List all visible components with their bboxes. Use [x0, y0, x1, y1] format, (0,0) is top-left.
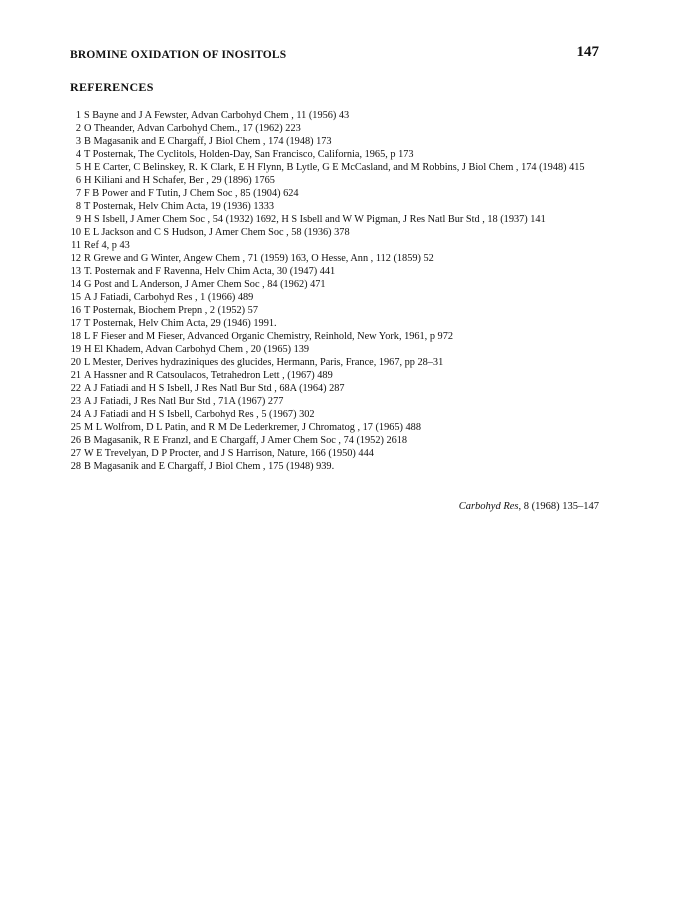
- reference-number: 20: [70, 357, 81, 368]
- reference-item: [70, 395, 610, 408]
- reference-number: 1: [75, 110, 81, 121]
- reference-number: 7: [75, 188, 81, 199]
- reference-item: [70, 343, 610, 356]
- reference-item: [70, 187, 610, 200]
- reference-text: T Posternak, Helv Chim Acta, 19 (1936) 1333: [84, 201, 274, 212]
- reference-item: [70, 148, 610, 161]
- reference-number: 22: [70, 383, 81, 394]
- reference-number: 2: [75, 123, 81, 134]
- reference-text: T Posternak, Helv Chim Acta, 29 (1946) 1991.: [84, 318, 277, 329]
- reference-item: [70, 408, 610, 421]
- reference-text: H S Isbell, J Amer Chem Soc , 54 (1932) 1692, H S Isbell and W W Pigman, J Res Natl Bur Std , 18 (1937) 141: [84, 214, 546, 225]
- reference-item: [70, 161, 610, 174]
- reference-number: 28: [70, 461, 81, 472]
- reference-item: [70, 252, 610, 265]
- source-citation: [459, 501, 599, 512]
- reference-text: R Grewe and G Winter, Angew Chem , 71 (1959) 163, O Hesse, Ann , 112 (1859) 52: [84, 253, 434, 264]
- reference-item: [70, 200, 610, 213]
- running-head-title: BROMINE OXIDATION OF INOSITOLS: [70, 49, 287, 61]
- reference-text: B Magasanik and E Chargaff, J Biol Chem , 175 (1948) 939.: [84, 461, 335, 472]
- reference-item: [70, 291, 610, 304]
- reference-text: H Kiliani and H Schafer, Ber , 29 (1896) 1765: [84, 175, 275, 186]
- reference-text: L Mester, Derives hydraziniques des glucides, Hermann, Paris, France, 1967, pp 28–31: [84, 357, 444, 368]
- reference-item: [70, 239, 610, 252]
- reference-text: Ref 4, p 43: [84, 240, 130, 251]
- reference-text: L F Fieser and M Fieser, Advanced Organic Chemistry, Reinhold, New York, 1961, p 972: [84, 331, 453, 342]
- reference-number: 8: [75, 201, 81, 212]
- reference-item: [70, 330, 610, 343]
- reference-item: [70, 226, 610, 239]
- reference-number: 4: [75, 149, 81, 160]
- reference-number: 6: [75, 175, 81, 186]
- reference-number: 27: [70, 448, 81, 459]
- reference-text: G Post and L Anderson, J Amer Chem Soc , 84 (1962) 471: [84, 279, 326, 290]
- reference-item: [70, 213, 610, 226]
- reference-number: 11: [71, 240, 81, 251]
- source-volume-pages: , 8 (1968) 135–147: [518, 501, 599, 512]
- page-number: 147: [576, 44, 599, 60]
- reference-item: [70, 122, 610, 135]
- reference-item: [70, 265, 610, 278]
- reference-number: 26: [70, 435, 81, 446]
- reference-item: [70, 135, 610, 148]
- reference-text: E L Jackson and C S Hudson, J Amer Chem Soc , 58 (1936) 378: [84, 227, 350, 238]
- reference-item: [70, 421, 610, 434]
- reference-text: B Magasanik and E Chargaff, J Biol Chem , 174 (1948) 173: [84, 136, 332, 147]
- reference-number: 14: [70, 279, 81, 290]
- reference-item: [70, 304, 610, 317]
- reference-text: A J Fatiadi, Carbohyd Res , 1 (1966) 489: [84, 292, 254, 303]
- reference-text: O Theander, Advan Carbohyd Chem., 17 (1962) 223: [84, 123, 301, 134]
- reference-text: H El Khadem, Advan Carbohyd Chem , 20 (1965) 139: [84, 344, 310, 355]
- source-journal: Carbohyd Res: [458, 501, 519, 512]
- reference-item: [70, 447, 610, 460]
- reference-item: [70, 109, 610, 122]
- reference-text: T Posternak, Biochem Prepn , 2 (1952) 57: [84, 305, 258, 316]
- reference-item: [70, 356, 610, 369]
- reference-number: 13: [70, 266, 81, 277]
- reference-number: 9: [75, 214, 81, 225]
- reference-number: 15: [70, 292, 81, 303]
- reference-list: [70, 109, 610, 473]
- reference-text: B Magasanik, R E Franzl, and E Chargaff, J Amer Chem Soc , 74 (1952) 2618: [84, 435, 408, 446]
- reference-text: H E Carter, C Belinskey, R. K Clark, E H Flynn, B Lytle, G E McCasland, and M Robbins, J Biol Chem , 174 (1948) 415: [84, 162, 585, 173]
- reference-item: [70, 369, 610, 382]
- reference-number: 24: [70, 409, 81, 420]
- reference-text: A J Fatiadi and H S Isbell, J Res Natl Bur Std , 68A (1964) 287: [84, 383, 345, 394]
- reference-text: T Posternak, The Cyclitols, Holden-Day, San Francisco, California, 1965, p 173: [84, 149, 414, 160]
- reference-item: [70, 434, 610, 447]
- reference-text: A Hassner and R Catsoulacos, Tetrahedron Lett , (1967) 489: [84, 370, 333, 381]
- reference-number: 17: [70, 318, 81, 329]
- reference-item: [70, 382, 610, 395]
- reference-item: [70, 317, 610, 330]
- reference-number: 5: [75, 162, 81, 173]
- reference-number: 25: [70, 422, 81, 433]
- reference-number: 3: [75, 136, 81, 147]
- reference-number: 23: [70, 396, 81, 407]
- reference-text: S Bayne and J A Fewster, Advan Carbohyd Chem , 11 (1956) 43: [84, 110, 350, 121]
- reference-item: [70, 174, 610, 187]
- reference-number: 16: [70, 305, 81, 316]
- reference-number: 12: [70, 253, 81, 264]
- reference-text: T. Posternak and F Ravenna, Helv Chim Acta, 30 (1947) 441: [84, 266, 336, 277]
- reference-item: [70, 278, 610, 291]
- section-heading: REFERENCES: [70, 80, 154, 94]
- reference-number: 18: [70, 331, 81, 342]
- reference-item: [70, 460, 610, 473]
- reference-number: 19: [70, 344, 81, 355]
- reference-text: A J Fatiadi, J Res Natl Bur Std , 71A (1967) 277: [84, 396, 284, 407]
- reference-text: M L Wolfrom, D L Patin, and R M De Lederkremer, J Chromatog , 17 (1965) 488: [84, 422, 421, 433]
- reference-number: 10: [70, 227, 81, 238]
- reference-number: 21: [70, 370, 81, 381]
- reference-text: W E Trevelyan, D P Procter, and J S Harrison, Nature, 166 (1950) 444: [84, 448, 374, 459]
- reference-text: A J Fatiadi and H S Isbell, Carbohyd Res , 5 (1967) 302: [84, 409, 315, 420]
- reference-text: F B Power and F Tutin, J Chem Soc , 85 (1904) 624: [84, 188, 299, 199]
